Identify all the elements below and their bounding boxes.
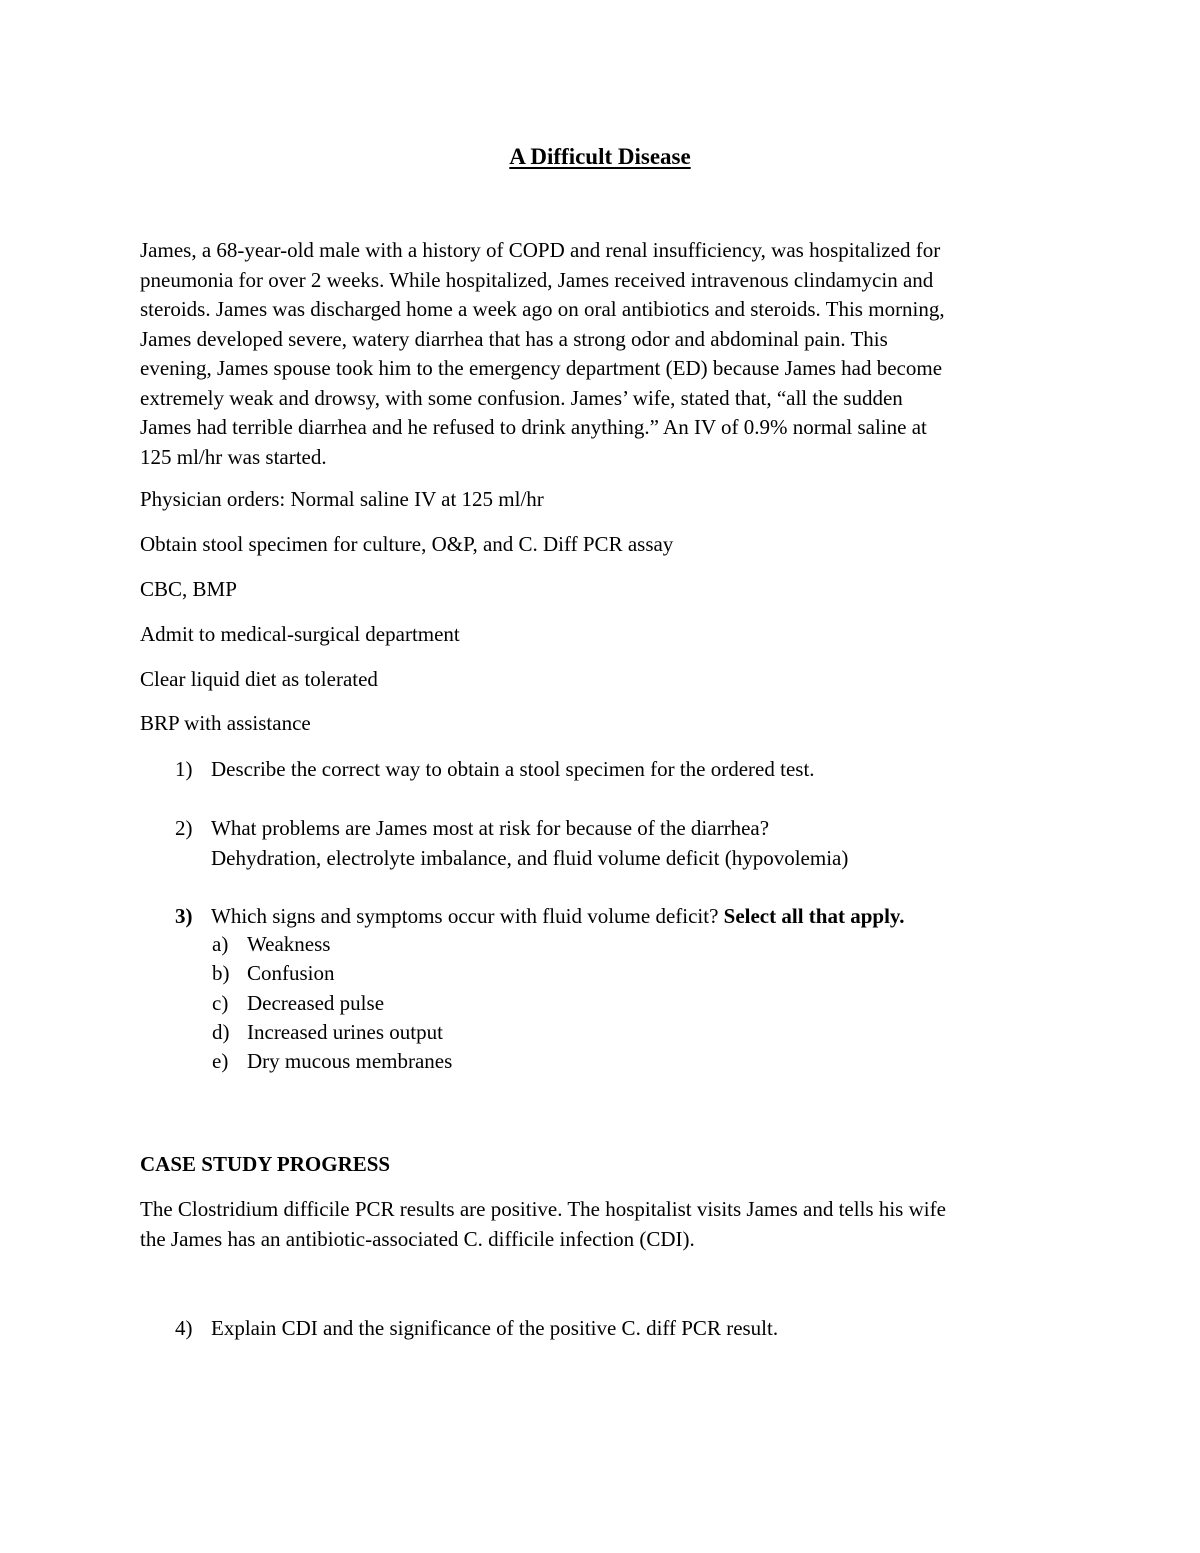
question-text: What problems are James most at risk for because of the diarrhea? (211, 816, 770, 840)
option-d (212, 1018, 443, 1048)
physician-orders: Physician orders: Normal saline IV at 125 ml/hr (140, 487, 544, 511)
order-labs: CBC, BMP (140, 577, 237, 601)
question-text-wrapper (211, 902, 905, 932)
intro-line: pneumonia for over 2 weeks. While hospitalized, James received intravenous clindamycin and (140, 267, 934, 292)
question-text: Describe the correct way to obtain a stool specimen for the ordered test. (211, 757, 815, 781)
question-1 (175, 755, 1075, 785)
question-number: 1) (175, 757, 193, 781)
intro-line: James, a 68-year-old male with a history of COPD and renal insufficiency, was hospitalized for (140, 238, 941, 262)
document-title: A Difficult Disease (509, 144, 691, 169)
option-text: Weakness (247, 932, 331, 956)
intro-line: steroids. James was discharged home a week ago on oral antibiotics and steroids. This morning, (140, 297, 945, 321)
intro-line: extremely weak and drowsy, with some confusion. James’ wife, stated that, “all the sudden (140, 385, 903, 410)
intro-line: evening, James spouse took him to the emergency department (ED) because James had become (140, 356, 943, 380)
option-text: Increased urines output (247, 1020, 443, 1044)
option-c (212, 989, 384, 1019)
option-text: Decreased pulse (247, 991, 385, 1015)
option-b (212, 959, 335, 989)
question-text: Explain CDI and the significance of the positive C. diff PCR result. (211, 1316, 779, 1340)
order-diet: Clear liquid diet as tolerated (140, 667, 378, 691)
question-number: 3) (175, 904, 193, 928)
intro-line: James had terrible diarrhea and he refused to drink anything.” An IV of 0.9% normal saline at (140, 415, 927, 439)
question-answer: Dehydration, electrolyte imbalance, and fluid volume deficit (hypovolemia) (211, 845, 849, 870)
option-letter: e) (212, 1049, 229, 1073)
intro-line: James developed severe, watery diarrhea that has a strong odor and abdominal pain. This (140, 326, 888, 351)
section-heading: CASE STUDY PROGRESS (140, 1152, 391, 1176)
option-letter: c) (212, 991, 229, 1015)
order-stool-specimen: Obtain stool specimen for culture, O&P, and C. Diff PCR assay (140, 532, 674, 556)
question-2 (175, 814, 1075, 870)
order-activity: BRP with assistance (140, 711, 311, 735)
option-letter: d) (212, 1020, 230, 1044)
order-admit: Admit to medical-surgical department (140, 622, 460, 646)
progress-line: The Clostridium difficile PCR results are positive. The hospitalist visits James and tells his wife (140, 1197, 946, 1221)
progress-line: the James has an antibiotic-associated C. difficile infection (CDI). (140, 1226, 695, 1251)
question-4 (175, 1314, 1075, 1344)
option-a (212, 930, 330, 960)
option-text: Confusion (247, 961, 335, 985)
question-3 (175, 902, 1075, 932)
question-number: 4) (175, 1316, 193, 1340)
progress-paragraph (140, 1195, 1070, 1254)
question-text: Which signs and symptoms occur with fluid volume deficit? (211, 904, 719, 928)
option-letter: b) (212, 961, 230, 985)
option-text: Dry mucous membranes (247, 1049, 453, 1073)
intro-paragraph (140, 236, 1070, 472)
option-letter: a) (212, 932, 229, 956)
question-emphasis: Select all that apply. (723, 904, 905, 928)
option-e (212, 1047, 452, 1077)
intro-line: 125 ml/hr was started. (140, 444, 327, 469)
question-number: 2) (175, 816, 193, 840)
